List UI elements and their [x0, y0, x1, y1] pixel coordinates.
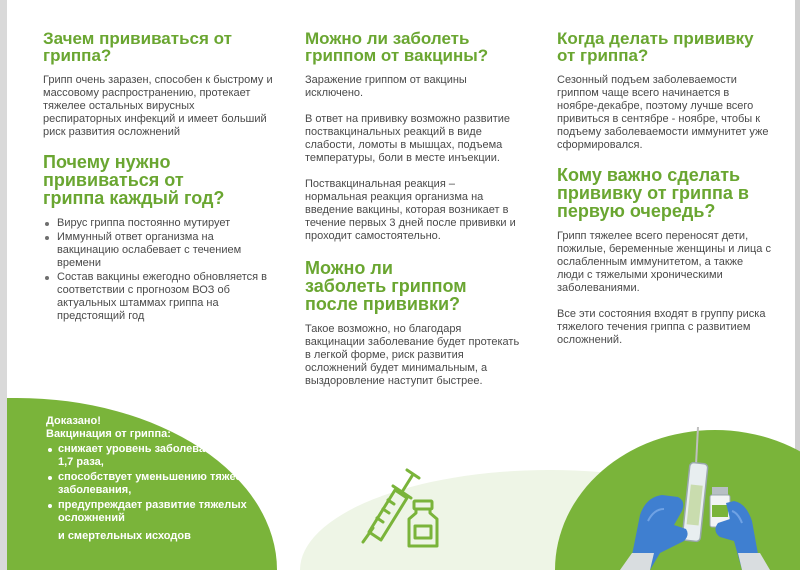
- heading-after-vaccination: Можно ли заболеть гриппом после прививки?: [305, 258, 467, 314]
- heading-when-vaccinate: Когда делать прививку от гриппа?: [557, 29, 754, 65]
- text-post-vaccination: Поствакцинальная реакция – нормальная реакция организма на введение вакцины, которая возникает в течение первых 3 дней после прививки и проходит самостоятельно.: [305, 178, 516, 242]
- vaccine-vial-icon: [405, 498, 441, 550]
- proof-title: Доказано!: [46, 415, 101, 427]
- text-after-vaccination: Такое возможно, но благодаря вакцинации заболевание будет протекать в легкой форме, риск развития осложнений будет минимальным, а выздоровление наступит быстрее.: [305, 323, 520, 387]
- heading-who-first: Кому важно сделать прививку от гриппа в первую очередь?: [557, 165, 749, 221]
- left-edge: [0, 0, 7, 570]
- list-item: предупреждает развитие тяжелых осложнений: [46, 499, 276, 525]
- column-2: [305, 30, 520, 388]
- proof-list: [46, 443, 276, 525]
- text-risk-complications: Все эти состояния входят в группу риска тяжелого течения гриппа с развитием осложнений.: [557, 308, 766, 346]
- list-item: Состав вакцины ежегодно обновляется в соответствии с прогнозом ВОЗ об актуальных штаммах гриппа на предстоящий год: [43, 271, 273, 323]
- text-reactions: В ответ на прививку возможно развитие поствакцинальных реакций в виде слабости, ломоты в мышцах, подъема температуры, боли в месте инъекции.: [305, 113, 511, 164]
- proof-subtitle: Вакцинация от гриппа:: [46, 428, 171, 440]
- heading-why-vaccinate: Зачем прививаться от гриппа?: [43, 29, 232, 65]
- list-item: снижает уровень заболеваемости в 1,4-1,7 раза,: [46, 443, 276, 469]
- text-when-vaccinate: Сезонный подъем заболеваемости гриппом чаще всего начинается в ноябре-декабре, поэтому лучше всего привиться в сентябре - ноябре, чтобы к подъему заболеваемости иммунитет уже сформировался.: [557, 74, 769, 151]
- text-no-infection: Заражение гриппом от вакцины исключено.: [305, 74, 467, 99]
- heading-vaccine-infection: Можно ли заболеть гриппом от вакцины?: [305, 29, 489, 65]
- proof-continuation: и смертельных исходов: [58, 530, 191, 542]
- bullet-list: [43, 217, 273, 323]
- heading-why-every-year: Почему нужно прививаться от гриппа каждый год?: [43, 152, 225, 208]
- list-item: способствует уменьшению тяжести заболевания,: [46, 471, 276, 497]
- text-risk-groups: Грипп тяжелее всего переносят дети, пожилые, беременные женщины и лица с ослабленным иммунитетом, а также люди с тяжелыми хроническими заболеваниями.: [557, 230, 771, 294]
- text-why-vaccinate: Грипп очень заразен, способен к быстрому и массовому распространению, протекает тяжелее остальных вирусных респираторных инфекций и имеет больший риск развития осложнений: [43, 74, 273, 138]
- list-item: Вирус гриппа постоянно мутирует: [43, 217, 273, 230]
- gloved-hands-syringe-illustration: [620, 425, 770, 570]
- column-1: [43, 30, 273, 324]
- proof-box: [46, 415, 276, 543]
- column-3: [557, 30, 772, 347]
- list-item: Иммунный ответ организма на вакцинацию ослабевает с течением времени: [43, 231, 273, 270]
